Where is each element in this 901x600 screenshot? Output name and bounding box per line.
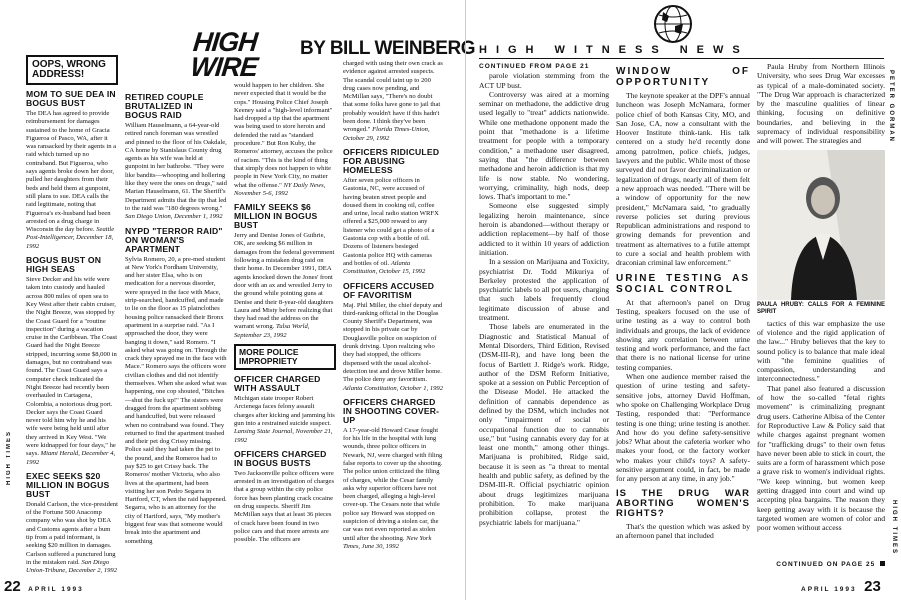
paragraph: tactics of this war emphasize the use of violence and the rigid application of the law..." Hruby believes that the key to sound policy is to balance that male ideal with "the feminine qualities of compassion, understanding and interconnectedness." — [757, 318, 885, 384]
news-item-source: San Diego Union-Tribune, December 2, 1992 — [26, 558, 118, 575]
continued-on-text: CONTINUED ON PAGE 25 — [776, 561, 876, 568]
news-item-headline: EXEC SEEKS $20 MILLION IN BOGUS BUST — [26, 470, 110, 499]
col1-items — [26, 90, 118, 576]
left-folio: APRIL 1993 — [28, 586, 84, 593]
left-footer — [4, 578, 84, 596]
news-item-headline: FAMILY SEEKS $6 MILLION IN BOGUS BUST — [234, 202, 318, 231]
news-item-body: Sylvia Romero, 20, a pre-med student at New York's Fordham University, and her sister Elsa, who is on medication for a nervous disorder, were sprayed in the face with Mace, strip-searched, handcuffed, and made to lie on the floor as 15 plainclothes housing police ransacked their Bronx apartment in a surprise raid. "As I approached the door, they were banging it down," said Romero. "I asked what was going on. Through the crack they sprayed me in the face with Mace." Romero says the officers wore civilian clothes and did not identify themselves. When she asked what was happening, one cop shouted, "Bitches—shut the fuck up!" The sisters were dragged from the apartment sobbing and handcuffed, but were released when no contraband was found. They returned to find the apartment trashed and their pet dog Crissy missing. Police said they had taken the pet to the pound, and the Romeros had to pay $25 to get Crissy back. The Romeros' mother Victoria, who also lives at the apartment, had been visiting her son Pedro Segarra in Hartford, CT, when the raid happened. Segarra, who is an attorney for the city of Hartford, says, "My mother's biggest fear was that someone would break into the apartment and something — [125, 255, 227, 545]
paragraph: In a session on Marijuana and Toxicity, psychiatrist Dr. Todd Mikuriya of Berkeley protested the application of psychiatric labels to all pot users, charging that such labels frequently cloud legitimate discussion of abuse and treatment. — [479, 257, 609, 323]
end-square-icon — [880, 561, 885, 566]
news-item — [234, 450, 336, 545]
hruby-photo — [757, 150, 885, 300]
col3-box-items — [234, 375, 336, 544]
news-item-source: Florida Times-Union, October 29, 1992 — [343, 126, 430, 142]
news-item-source: Seattle Post-Intelligencer, December 18, 1992 — [26, 226, 115, 250]
news-item — [234, 82, 336, 198]
news-item — [26, 90, 118, 251]
right-col-2 — [616, 62, 750, 582]
more-police-title: MORE POLICE IMPROPRIETY — [239, 347, 299, 367]
urine-heading: URINE TESTING AS SOCIAL CONTROL — [616, 272, 750, 295]
col4-items — [343, 60, 443, 551]
paragraph: At that afternoon's panel on Drug Testing, speakers focused on the use of urine testing as a way to control both individuals and groups, the lack of evidence showing any correlation between urine testing and work performance, and the fact that there is no national license for urine testing companies. — [616, 297, 750, 372]
news-item-headline: OFFICER CHARGED WITH ASSAULT — [234, 374, 321, 394]
news-item-source: Atlanta Constitution, October 1, 1992 — [343, 384, 444, 392]
news-item-source: Lansing State Journal, November 21, 1992 — [234, 428, 333, 444]
continued-on — [757, 561, 885, 568]
news-item — [125, 93, 227, 222]
news-item — [125, 227, 227, 546]
news-item — [343, 60, 443, 143]
banner-title: HIGH WITNESS NEWS — [479, 44, 749, 56]
drugwar-heading: IS THE DRUG WAR ABORTING WOMEN'S RIGHTS? — [616, 487, 750, 519]
photo-caption: PAULA HRUBY: CALLS FOR A FEMININE SPIRIT — [757, 301, 885, 315]
window-heading: WINDOW OF OPPORTUNITY — [616, 66, 750, 88]
news-item-body: Steve Decker and his wife were taken into custody and hauled across 800 miles of open sea to Key West after their cabin cruiser, the Night Breeze, was stopped by the Coast Guard for a "routine inspection" during a vacation cruise in the Caribbean. The Coast Guard had the Night Breeze stripped, incurring some $8,000 in damages, but no contraband was found. The Coast Guard says a computer check indicated the Night Breeze had recently been overhauled in Cartagena, Colombia, a notorious drug port. Decker says the Coast Guard never told him why he and his wife were being held until after they arrived in Key West. "We were kidnapped for four days," he says. — [26, 276, 118, 458]
news-item-headline: OFFICERS ACCUSED OF FAVORITISM — [343, 280, 435, 300]
left-col-2 — [125, 88, 227, 568]
news-item-body: Donald Carlson, the vice-president of the Fortune 500 Anacomp company who was shot by DEA and Customs agents after a bum tip from a paid informant, is seeking $20 million in damages. Carlson suffered a punctured lung in the mistaken raid. — [26, 500, 118, 566]
paragraph: parole violation stemming from the ACT UP bust. — [479, 71, 609, 90]
left-col-3 — [234, 82, 336, 572]
paragraph: That's the question which was asked by an afternoon panel that included — [616, 521, 750, 540]
oops-title: OOPS, WRONG ADDRESS! — [32, 59, 106, 80]
news-item-headline: BOGUS BUST ON HIGH SEAS — [26, 255, 102, 275]
column-logo — [189, 27, 264, 82]
left-page-number: 22 — [4, 578, 21, 595]
news-item-headline: OFFICERS CHARGED IN BOGUS BUSTS — [234, 448, 327, 468]
right-folio: APRIL 1993 — [801, 586, 857, 593]
paragraph: The keynote speaker at the DPF's annual luncheon was Joseph McNamara, former police chief of both Kansas City, MO, and San Jose, CA, now a consultant with the Hoover Institute think-tank. His talk centered on a study he'd recently done among patrolmen, police chiefs, judges, lawyers and the public. While most of those surveyed did not favor decriminalization or legalization of drugs, nearly all of them felt a new approach was needed. "There will be a window of opportunity for the new president," McNamara said, "to gradually reverse policies set during previous Republican administrations and respond to growing demands for prevention and treatment as alternatives to a futile attempt to cure a social and health problem with draconian criminal law enforcement." — [616, 91, 750, 268]
news-item — [26, 472, 118, 576]
news-item-source: Tulsa World, September 23, 1992 — [234, 323, 310, 339]
right-page-number: 23 — [864, 578, 881, 595]
col2-items — [125, 93, 227, 546]
news-item-body: Michigan state trooper Robert Arcienega faces felony assault charges after kicking and jamming his gun into a restrained suicide suspect. — [234, 395, 335, 427]
news-item-body: After seven police officers in Gastonia, NC, were accused of having beaten street people and doused them in cooking oil, coffee and urine, local radio station WRFX offered a $25,000 reward to any listener who could get a photo of a Gastonia cop with a bottle of oil. Dozens of listeners besieged Gastonia police HQ with cameras and bottles of oil. — [343, 176, 439, 267]
col3-items — [234, 82, 336, 340]
news-item-body: charged with using their own crack as evidence against arrested suspects. The scandal could taint up to 200 drug cases now pending, and McMillan says, "There's no doubt that some folks have gone to jail that probably wouldn't have if this hadn't been done. I think they've been wronged." — [343, 60, 443, 134]
right-col-1 — [479, 62, 609, 572]
news-item-headline: NYPD "TERROR RAID" ON WOMAN'S APARTMENT — [125, 225, 223, 254]
right-col-3 — [757, 62, 885, 584]
drugwar-text — [616, 522, 750, 541]
news-item — [343, 148, 443, 277]
byline: BY BILL WEINBERG — [300, 38, 475, 59]
globe-icon — [653, 4, 693, 44]
banner-rule — [479, 58, 884, 59]
news-item-source: Miami Herald, December 4, 1992 — [26, 450, 116, 466]
left-side-label: HIGH TIMES — [6, 430, 12, 486]
news-item — [234, 203, 336, 340]
news-item-body: Two Jacksonville police officers were arrested in an investigation of charges that a group within the city police force has been planting crack cocaine on drug suspects. Sheriff Jim McMillan says that at least 36 pieces of crack have been found in two police cars and that more arrests are possible. The officers are — [234, 469, 335, 544]
news-item-headline: RETIRED COUPLE BRUTALIZED IN BOGUS RAID — [125, 92, 204, 120]
right-footer — [801, 578, 881, 596]
news-item-body: Maj. Phil Miller, the chief deputy and third-ranking official in the Douglas County Sheriff's Department, was stopped in his private car by Douglasville police on suspicion of drunk driving. Upon realizing who they had stopped, the officers dispensed with the usual alcohol-detection test and drove Miller home. The police deny any favoritism. — [343, 301, 443, 384]
news-item-headline: MOM TO SUE DEA IN BOGUS BUST — [26, 89, 116, 108]
news-item-source: Atlanta Constitution, October 15, 1992 — [343, 259, 426, 276]
news-item-body: William Hauselmann, a 64-year-old retired ranch foreman was wrestled and pinned to the floor of his Oakdale, CA home by Stanislaus County drug agents as his wife was held at gunpoint in her bathrobe. "They were like bandits—whooping and hollering like they were the ones on drugs," said Marian Hauselmann, 61. The Sheriff's Department admits that the tip that led to the raid was "180 degrees wrong." — [125, 122, 227, 212]
more-police-box — [234, 344, 336, 370]
news-item-source: New York Times, June 30, 1992 — [343, 534, 432, 550]
news-item-body: A 17-year-old Howard Cesar fought for his life in the hospital with lung wounds, three police officers in Newark, NJ, were charged with filing false reports to cover up the shooting. The police union criticized the filing of charges, while the Cesar family asks why superior officers have not been charged, alleging a high-level cover-up. The Cesars note that while police say Howard was stopped on suspicion of driving a stolen car, the car was not even reported as stolen until after the shooting. — [343, 426, 443, 542]
paragraph: Controversy was aired at a morning seminar on methadone, the addictive drug used legally to "treat" addicts nationwide. While one methadone opponent made the point that "methadone is a lifetime treatment for people with a temporary condition," a methadone user disagreed, saying that "the difference between methadone and heroin addiction is that my life is now stable. No wondering, worrying, criminality, high nods, deep lows. That's important to me." — [479, 89, 609, 202]
news-item — [343, 282, 443, 393]
paragraph: Those labels are enumerated in the Diagnostic and Statistical Manual of Mental Disorders, Third Edition, Revised (DSM-III-R), and have long been the focus of Bartlett J. Ridge's work. Ridge, author of the DSM Reform Initiative, spoke at a session on Public Perception of the Disease Model. He attacked the definition of cannabis dependence as defined by the DSM, which includes not only "impairment of social or occupational function due to cannabis use," but "using cannabis every day for at least one month," among other things. Marijuana is prohibited, Ridge said, because it is seen as "a threat to mental health and public safety, as defined by the DSM-III-R. Official psychiatric opinion about drugs legitimizes marijuana prohibition. To make marijuana prohibition collapse, protest the psychiatric labels for marijuana." — [479, 322, 609, 527]
hruby-text-top — [757, 62, 885, 146]
column-logo-text: HIGH WIRE — [189, 27, 259, 82]
oops-box — [26, 55, 118, 85]
left-col-4 — [343, 60, 443, 570]
news-item-source: NY Daily News, November 5-6, 1992 — [234, 181, 326, 197]
news-item-body: would happen to her children. She never expected that it would be the cops." Housing Police Chief Joseph Keeney said a "high-level informant" had dropped a tip that the apartment was being used to store heroin and defended the raid as "standard procedure." But Ron Kuby, the Romeros' attorney, accuses the police of racism. "This is the kind of thing that simply does not happen to white people in New York City, no matter what the offense." — [234, 82, 333, 189]
left-col-1 — [26, 55, 118, 575]
news-item — [343, 398, 443, 551]
news-item-source: San Diego Union, December 1, 1992 — [125, 213, 223, 221]
paragraph: Someone else suggested simply legalizing heroin maintenance, since heroin is abandoned—without therapy or addiction replacement—by half of those addicted to it within 10 years of addiction initiation. — [479, 201, 609, 257]
urine-text — [616, 298, 750, 484]
news-item-body: Jerry and Denise Jones of Guthrie, OK, are seeking $6 million in damages from the federal government following a mistaken drug raid on their home. In December 1991, DEA agents knocked down the Jones' front door with an ax and wrestled Jerry to the ground while pointing guns at Denise and their 8-year-old daughters Laura and Misty before realizing that they had read the address on the warrant wrong. — [234, 232, 335, 331]
author-vertical: PETER GORMAN — [888, 70, 894, 144]
window-text — [616, 91, 750, 268]
hruby-text-bottom — [757, 319, 885, 533]
paragraph: When one audience member raised the question of urine testing and safety-sensitive jobs, attorney David Hoffman, who spoke on Challenging Workplace Drug Testing, responded that: "Performance testing is one thing; urine testing is another. And how do you define safety-sensitive jobs? What about the cafeteria worker who makes your food, or the factory worker who makes your child's toys? A safety-sensitive argument could, in fact, be made for any person at any time, in any job." — [616, 372, 750, 484]
news-item-headline: OFFICERS CHARGED IN SHOOTING COVER-UP — [343, 396, 440, 425]
paragraph: Paula Hruby from Northern Illinois University, who sees Drug War excesses as typical of a male-dominated society. "The Drug War approach is characterized by the masculine qualities of linear thinking, focusing on definitive boundaries, and believing in the supremacy of individual responsibility and will power. The strategies and — [757, 62, 885, 146]
right-page — [465, 0, 901, 600]
news-item — [234, 375, 336, 445]
news-item — [26, 256, 118, 467]
paragraph: That panel also featured a discussion of how the so-called "fetal rights movement" is criminalizing pregnant drug users. Catherine Albisa of the Center for Reproductive Law & Policy said that while charges against pregnant women for "trafficking drugs" to their own fetus have never been able to stick in court, the suits are a form of harassment which pose a grave risk to women's individual rights. "We keep winning, but women keep getting dragged into court and wind up accepting plea bargains. The reason they keep getting away with it is because the targeted women are women of color and poor women without access — [757, 383, 885, 533]
right-side-label: HIGH TIMES — [891, 500, 897, 556]
right-col1-text — [479, 71, 609, 527]
continued-from: CONTINUED FROM PAGE 21 — [479, 63, 590, 70]
news-item-body: The DEA has agreed to provide reimbursement for damages sustained to the home of Gracia Figueroa of Pasco, WA, after it was ransacked by their agents in a raid which turned up no contraband. But Figueroa, who says agents broke down her door, pulled her daughters from their beds and held them at gunpoint, still plans to sue. DEA calls the raid legitimate, noting that Figueroa's ex-husband had been arrested on a drug charge in Wisconsin the day before. — [26, 110, 117, 234]
portrait-figure-icon — [757, 150, 885, 300]
news-item-headline: OFFICERS RIDICULED FOR ABUSING HOMELESS — [343, 146, 440, 175]
